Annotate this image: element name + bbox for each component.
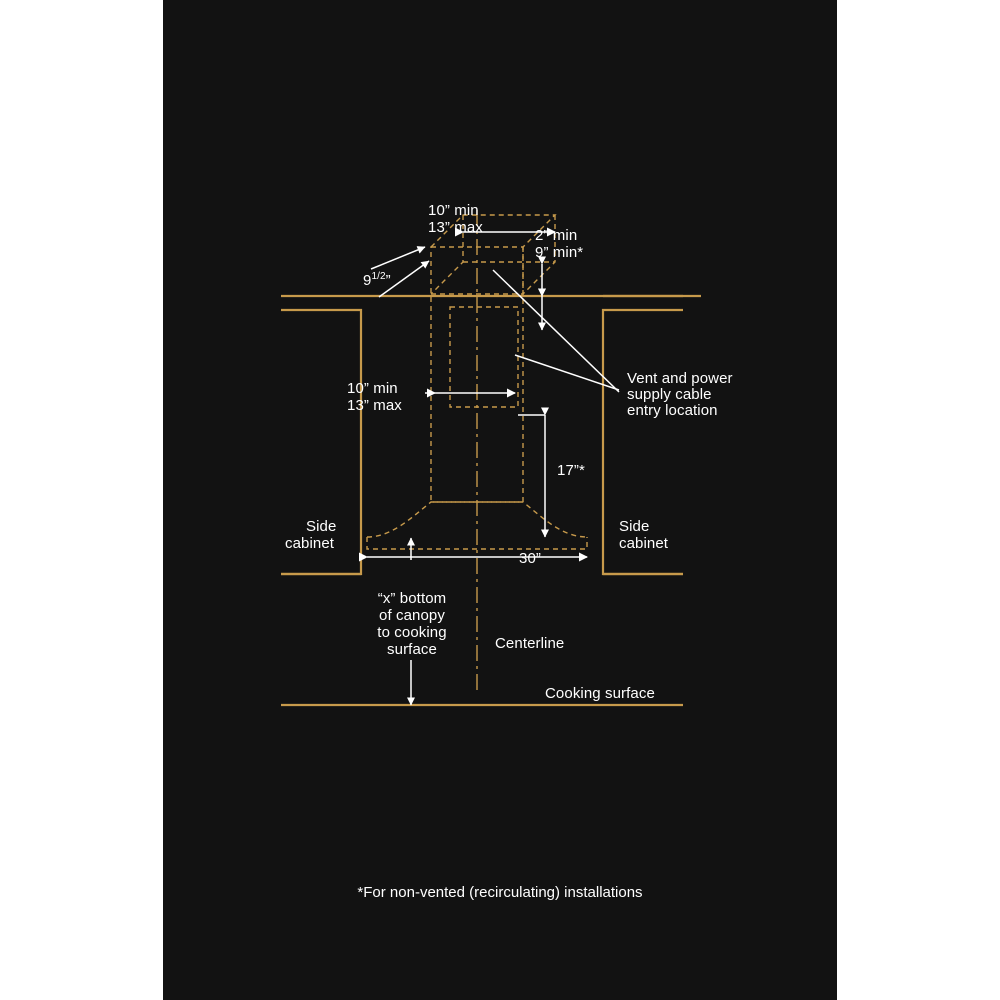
label-side-cabinet-right-1: Side	[619, 518, 650, 535]
label-side-cabinet-right-2: cabinet	[619, 535, 669, 552]
label-x-bottom-1: “x” bottom	[377, 590, 447, 607]
label-top-width-min: 10” min	[428, 202, 479, 219]
label-cooking-surface: Cooking surface	[545, 685, 655, 702]
label-mid-width-max: 13” max	[347, 397, 402, 414]
footnote: *For non-vented (recirculating) installations	[357, 884, 643, 901]
label-x-bottom-3: to cooking	[377, 624, 447, 641]
label-vent-power-2: supply cable	[627, 386, 712, 403]
label-nine-half-value: 9	[363, 272, 372, 289]
label-top-width-max: 13” max	[428, 219, 483, 236]
label-side-cabinet-left-1: Side	[306, 518, 337, 535]
label-height-17: 17”*	[557, 462, 585, 479]
label-width-30: 30”	[519, 550, 541, 567]
label-centerline: Centerline	[495, 635, 565, 652]
label-vent-power-1: Vent and power	[627, 370, 733, 387]
label-nine-half-fraction: 1/2	[371, 271, 386, 282]
label-nine-half	[363, 268, 391, 289]
label-mid-width-min: 10” min	[347, 380, 398, 397]
label-depth-min-nonvented: 9” min*	[535, 244, 584, 261]
installation-diagram	[163, 0, 837, 1000]
label-side-cabinet-left-2: cabinet	[285, 535, 335, 552]
label-x-bottom-4: surface	[387, 641, 437, 658]
label-nine-half-unit: ”	[385, 272, 391, 289]
leader-nine-half-1	[371, 247, 425, 269]
label-x-bottom-2: of canopy	[379, 607, 445, 624]
leader-vent-2	[493, 270, 619, 392]
label-vent-power-3: entry location	[627, 402, 718, 419]
label-depth-min: 2” min	[535, 227, 578, 244]
